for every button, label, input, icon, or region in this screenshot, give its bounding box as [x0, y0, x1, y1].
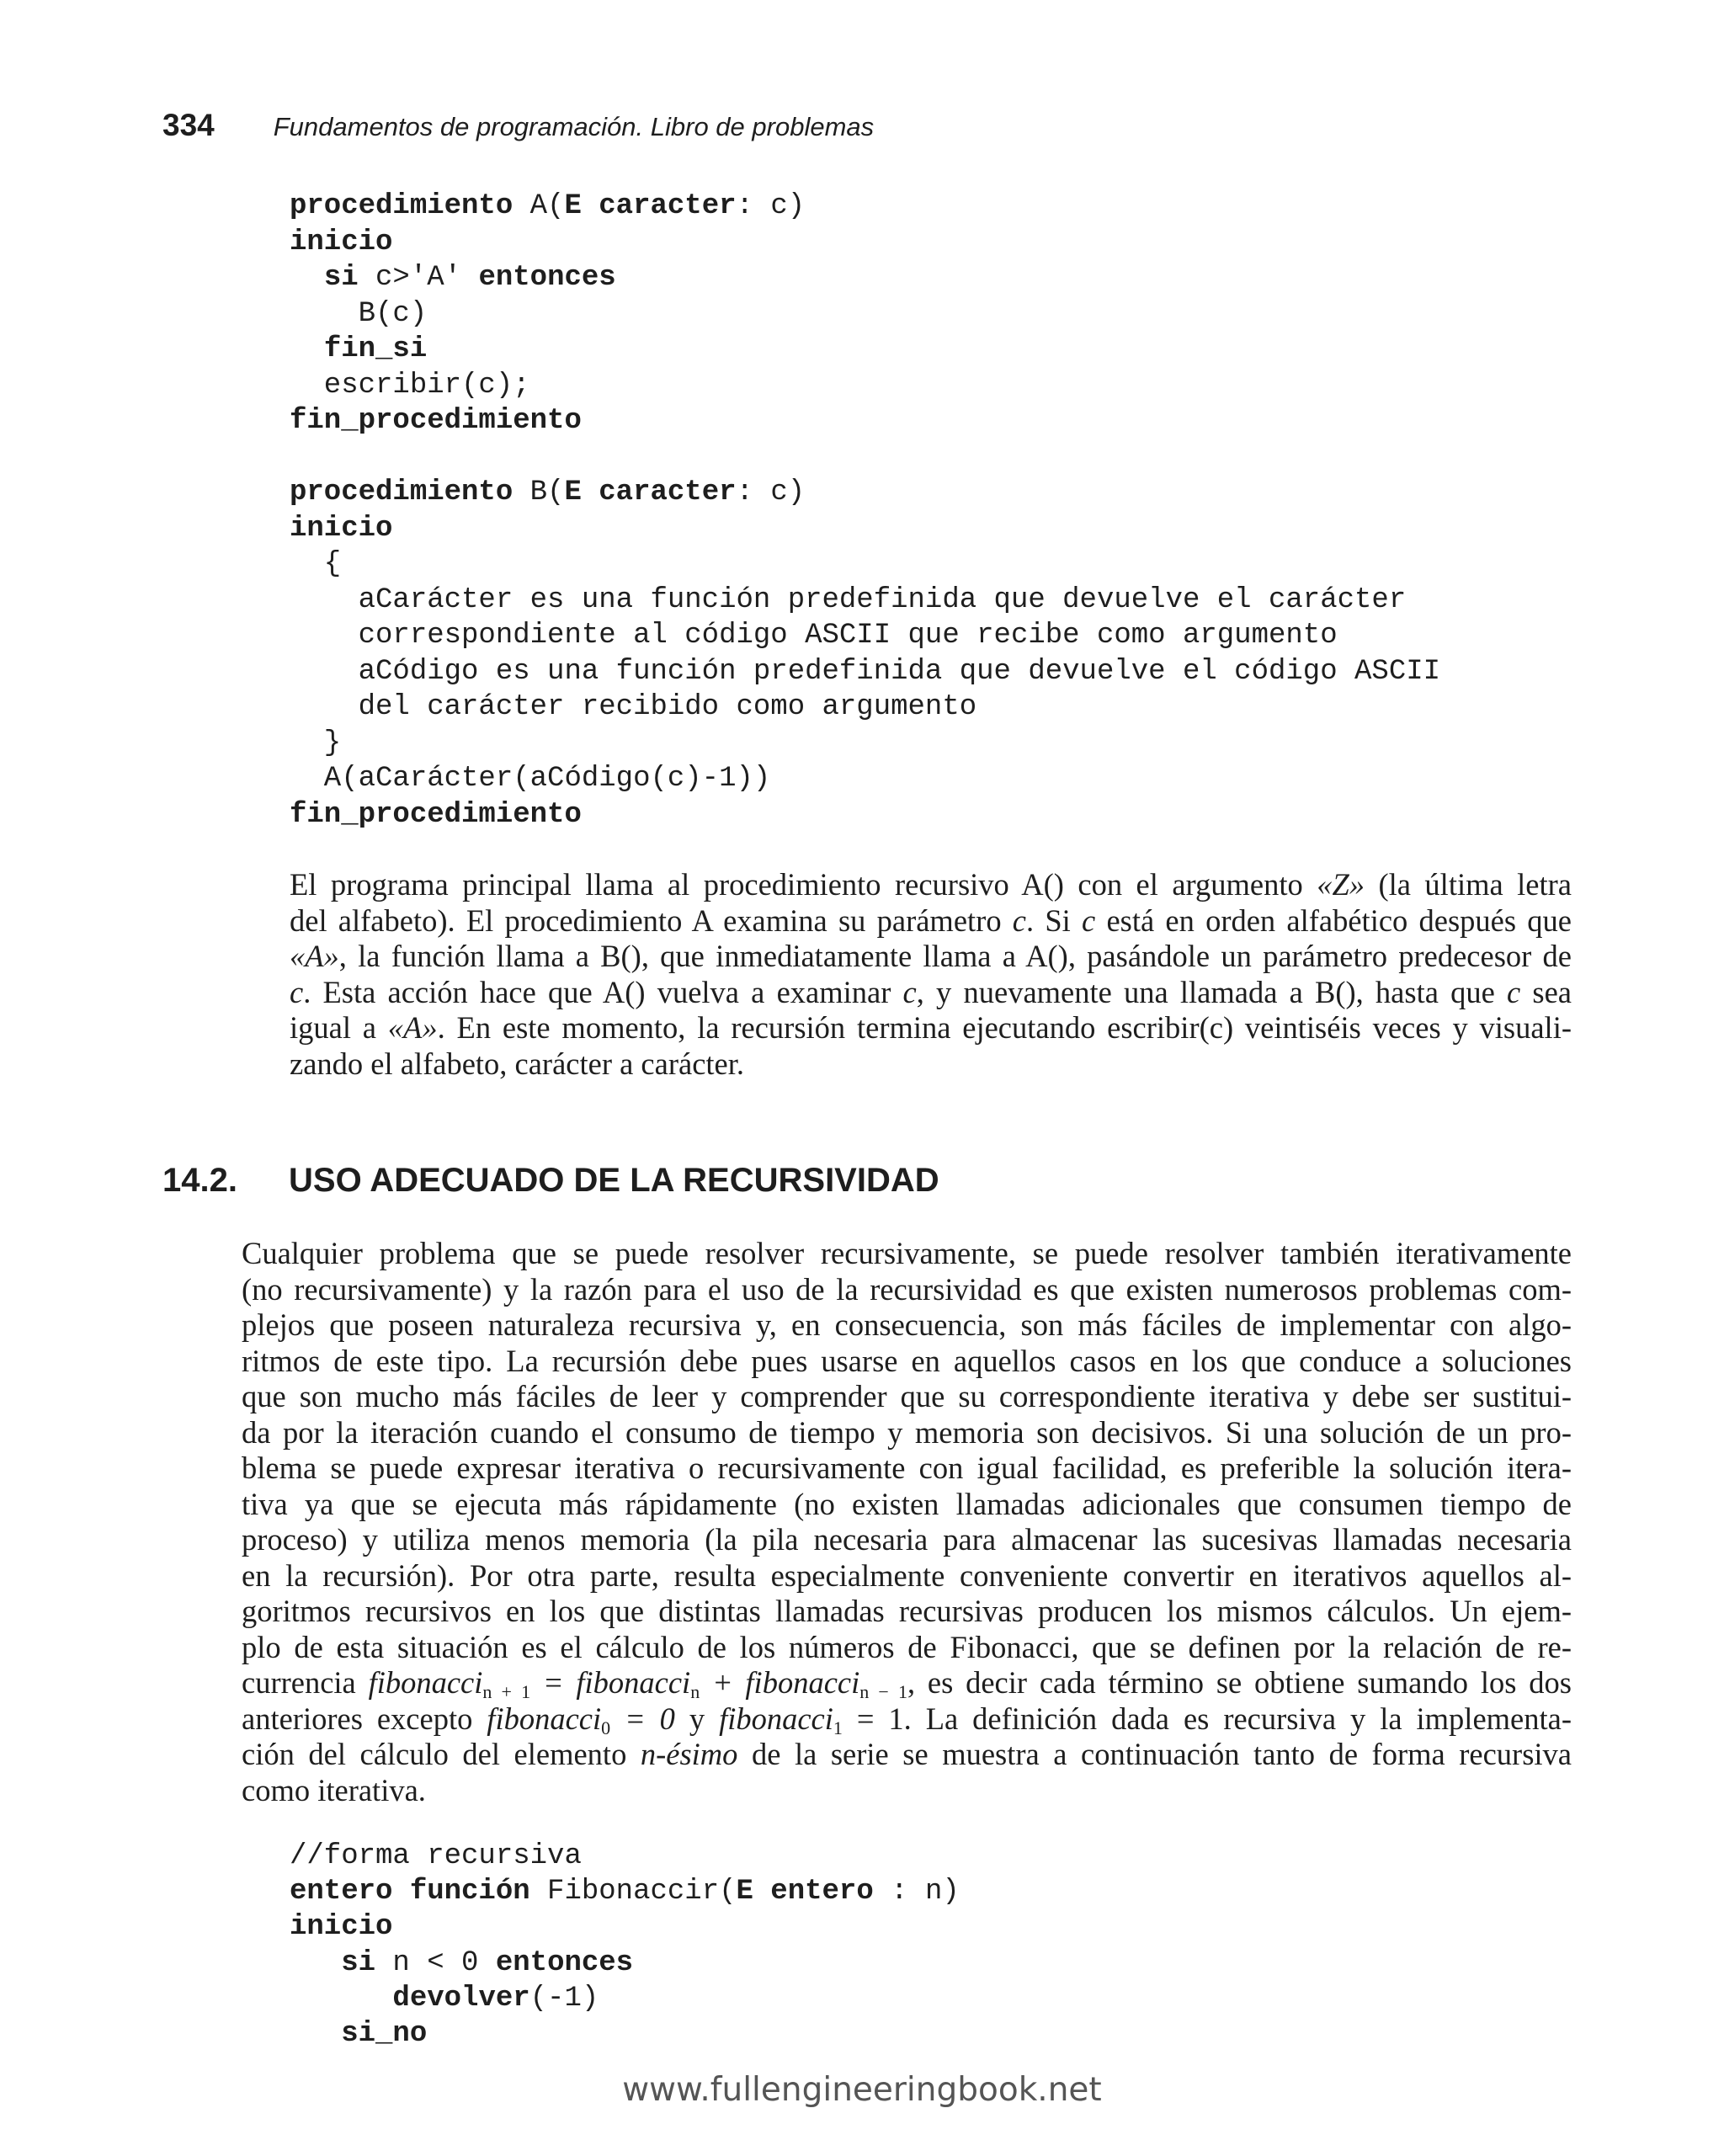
section-number: 14.2.	[162, 1162, 237, 1199]
text-run: fin_procedimiento	[290, 798, 582, 831]
code-line	[290, 1911, 392, 1943]
text-line	[242, 939, 1572, 975]
text-run: «A»	[290, 939, 339, 973]
text-line	[242, 1010, 1572, 1046]
text-run: + fibonacci	[700, 1665, 860, 1700]
text-line	[242, 1046, 1572, 1083]
page-number: 334	[162, 108, 215, 142]
text-run: (no recursivamente) y la razón para el uso de la recursividad es que existen numerosos problemas com-	[242, 1271, 1572, 1307]
text-run: : c)	[736, 190, 806, 222]
text-run: escribir(c);	[290, 369, 530, 402]
text-run: 0	[601, 1717, 611, 1738]
text-run: n-ésimo	[640, 1737, 738, 1771]
code-line	[290, 620, 1338, 652]
code-line	[290, 333, 427, 365]
text-run: fibonacci	[487, 1701, 602, 1736]
text-line	[242, 1379, 1572, 1415]
footer-watermark: www.fullengineeringbook.net	[622, 2071, 1102, 2109]
text-run: del alfabeto). El procedimiento A examina su parámetro	[290, 902, 1013, 938]
text-run: A(	[513, 190, 565, 222]
text-run: {	[290, 548, 342, 580]
text-line	[242, 903, 1572, 940]
text-line	[242, 975, 1572, 1011]
text-run: = 0	[610, 1701, 675, 1736]
text-run: fin_si	[323, 333, 428, 365]
text-run: }	[290, 727, 342, 759]
text-run: del carácter recibido como argumento	[290, 691, 977, 723]
code-line	[290, 513, 392, 545]
text-run: fibonacci	[368, 1665, 483, 1700]
text-run: c	[1507, 974, 1521, 1009]
text-run: entonces	[495, 1946, 634, 1979]
text-run: zando el alfabeto, carácter a carácter.	[290, 1046, 744, 1081]
text-run: de la serie se muestra a continuación tanto de forma recursiva	[737, 1737, 1572, 1771]
text-run: da por la iteración cuando el consumo de tiempo y memoria son decisivos. Si una solución de un pro-	[242, 1414, 1572, 1450]
text-run: : n)	[873, 1876, 960, 1908]
text-line	[242, 1773, 1572, 1809]
text-line	[242, 1522, 1572, 1558]
text-run: . Si	[1026, 902, 1083, 938]
text-run: correspondiente al código ASCII que recibe como argumento	[290, 620, 1338, 652]
text-run: procedimiento	[290, 476, 513, 508]
text-run: en la recursión). Por otra parte, resulta especialmente conveniente convertir en iterativos aquellos al-	[242, 1557, 1572, 1593]
text-run: inicio	[290, 1911, 393, 1944]
text-line	[242, 1665, 1572, 1701]
text-run: anteriores excepto	[242, 1701, 487, 1736]
code-line	[290, 405, 582, 437]
text-run: n	[690, 1681, 700, 1702]
code-line	[290, 548, 341, 580]
text-line	[242, 1236, 1572, 1272]
text-run: c	[290, 974, 304, 1009]
text-run: (-1)	[529, 1982, 599, 2015]
code-line	[290, 656, 1440, 688]
code-line	[290, 763, 770, 795]
text-run: (la última letra	[1365, 867, 1572, 902]
code-line	[290, 2018, 427, 2050]
text-run: tiva ya que se ejecuta más rápidamente (no existen llamadas adicionales que consumen tiempo de	[242, 1486, 1572, 1521]
code-line	[290, 1983, 599, 2015]
text-run: si_no	[341, 2018, 428, 2051]
text-run	[290, 1947, 341, 1979]
text-run: A(aCarácter(aCódigo(c)-1))	[290, 763, 771, 795]
text-run	[290, 333, 324, 365]
text-run: «Z»	[1317, 867, 1365, 902]
text-line	[242, 1307, 1572, 1344]
code-line	[290, 691, 976, 723]
text-line	[242, 1594, 1572, 1630]
text-line	[242, 1415, 1572, 1451]
paragraph-recursion-usage	[242, 1236, 1572, 1808]
text-line	[242, 1737, 1572, 1773]
text-run: Fibonaccir(	[529, 1876, 737, 1908]
text-run: devolver	[392, 1982, 530, 2015]
text-run: Cualquier problema que se puede resolver recursivamente, se puede resolver también iterativamente	[242, 1236, 1572, 1270]
section-title: USO ADECUADO DE LA RECURSIVIDAD	[289, 1162, 939, 1199]
text-run: c	[902, 974, 917, 1009]
text-run: ción del cálculo del elemento	[242, 1737, 641, 1771]
text-run: plejos que poseen naturaleza recursiva y, en consecuencia, son más fáciles de implementar con algo-	[242, 1307, 1572, 1342]
text-run: : c)	[736, 476, 806, 508]
text-run: inicio	[290, 226, 393, 258]
text-run: «A»	[387, 1010, 438, 1045]
code-line	[290, 370, 530, 402]
text-run: y	[674, 1701, 720, 1736]
code-line	[290, 1947, 633, 1979]
text-line	[242, 1701, 1572, 1738]
text-run: sea	[1520, 974, 1572, 1009]
code-line	[290, 262, 616, 294]
text-run: si	[341, 1946, 376, 1979]
text-run: n + 1	[482, 1681, 531, 1702]
text-run: fibonacci	[719, 1701, 833, 1736]
code-block-procedures	[290, 189, 1440, 833]
text-run: fin_procedimiento	[290, 405, 582, 437]
text-line	[242, 1558, 1572, 1594]
text-run: E entero	[736, 1876, 874, 1908]
text-run: goritmos recursivos en los que distintas llamadas recursivas producen los mismos cálculos. Un ejem-	[242, 1594, 1572, 1628]
text-line	[242, 867, 1572, 903]
text-run: ritmos de este tipo. La recursión debe pues usarse en aquellos casos en los que conduce a soluciones	[242, 1343, 1572, 1378]
text-run: B(c)	[290, 297, 428, 330]
running-title: Fundamentos de programación. Libro de problemas	[273, 112, 875, 141]
paragraph-explanation	[242, 867, 1572, 1082]
text-run: blema se puede expresar iterativa o recursivamente con igual facilidad, es preferible la solución itera-	[242, 1451, 1572, 1485]
text-run: procedimiento	[290, 190, 513, 222]
code-line	[290, 799, 582, 831]
text-run: aCódigo es una función predefinida que devuelve el código ASCII	[290, 655, 1441, 688]
text-run: c	[1012, 902, 1026, 938]
text-run: está en orden alfabético después que	[1095, 902, 1572, 938]
text-run: igual a	[290, 1010, 388, 1045]
text-run: c	[1082, 902, 1096, 938]
code-line	[290, 226, 392, 258]
text-run	[290, 1983, 392, 2015]
text-run: , la función llama a B(), que inmediatamente llama a A(), pasándole un parámetro predecesor de	[338, 939, 1572, 973]
code-line	[290, 727, 341, 759]
text-run: entonces	[478, 262, 616, 294]
text-run: proceso) y utiliza menos memoria (la pila necesaria para almacenar las sucesivas llamadas necesaria	[242, 1522, 1572, 1557]
text-run: . Esta acción hace que A() vuelva a examinar	[303, 974, 903, 1009]
text-run: E caracter	[564, 190, 737, 222]
text-run: = 1. La definición dada es recursiva y la implementa-	[842, 1701, 1572, 1736]
code-line	[290, 1876, 960, 1908]
text-line	[242, 1630, 1572, 1666]
code-line	[290, 1840, 582, 1872]
text-run: que son mucho más fáciles de leer y comprender que su correspondiente iterativa y debe ser sustitui-	[242, 1379, 1572, 1413]
code-block-fibonacci	[290, 1839, 960, 2052]
text-run: B(	[513, 476, 565, 508]
text-run: E caracter	[564, 476, 737, 508]
text-run: aCarácter es una función predefinida que devuelve el carácter	[290, 583, 1407, 616]
text-line	[242, 1451, 1572, 1487]
text-run: = fibonacci	[530, 1665, 691, 1700]
text-run: n < 0	[375, 1946, 496, 1979]
code-line	[290, 190, 805, 222]
text-run: , es decir cada término se obtiene sumando los dos	[907, 1665, 1572, 1700]
text-run: . En este momento, la recursión termina ejecutando escribir(c) veintiséis veces y visuali-	[437, 1010, 1572, 1045]
text-run: n − 1	[859, 1681, 907, 1702]
text-run: 1	[833, 1717, 843, 1738]
text-run	[290, 262, 324, 294]
code-line	[290, 476, 805, 508]
text-run: inicio	[290, 512, 393, 545]
text-run: plo de esta situación es el cálculo de los números de Fibonacci, que se definen por la relación de re-	[242, 1629, 1572, 1664]
text-run	[290, 2018, 341, 2050]
page-header	[162, 108, 874, 150]
code-line	[290, 298, 427, 330]
text-run: El programa principal llama al procedimiento recursivo A() con el argumento	[290, 867, 1317, 902]
text-line	[242, 1272, 1572, 1308]
text-run: si	[323, 262, 359, 294]
text-run: como iterativa.	[242, 1772, 426, 1807]
text-run: , y nuevamente una llamada a B(), hasta que	[916, 974, 1507, 1009]
text-run: c>'A'	[358, 262, 479, 294]
section-heading	[162, 1162, 939, 1200]
text-run: //forma recursiva	[290, 1840, 582, 1872]
text-line	[242, 1487, 1572, 1523]
text-run: entero función	[290, 1876, 530, 1908]
text-line	[242, 1344, 1572, 1380]
text-run: currencia	[242, 1665, 369, 1700]
code-line	[290, 584, 1406, 616]
